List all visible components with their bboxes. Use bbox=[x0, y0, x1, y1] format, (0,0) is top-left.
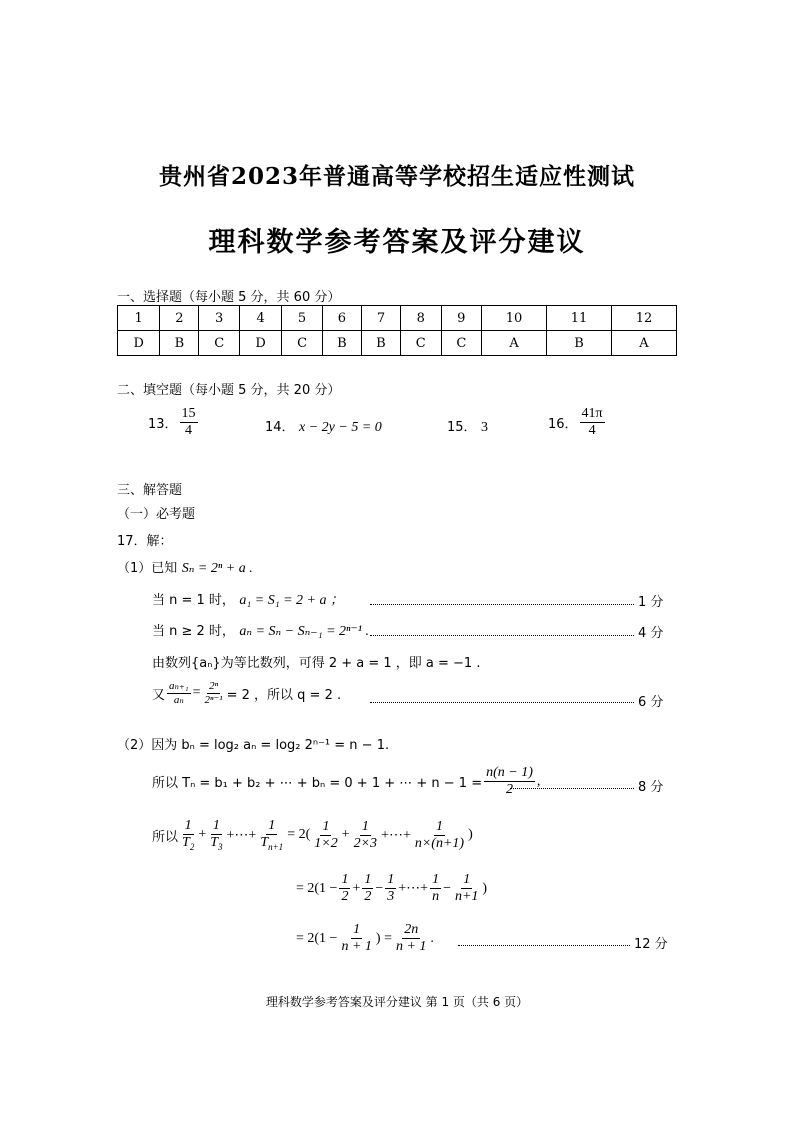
table-cell: C bbox=[282, 331, 323, 356]
table-cell: C bbox=[441, 331, 482, 356]
sum-frac-2: $\frac{1}{2\times 3}$ bbox=[353, 818, 378, 851]
score-5: 12 分 bbox=[634, 937, 668, 952]
ratio-prefix: 又 bbox=[152, 687, 166, 703]
part2-line bbox=[117, 734, 389, 753]
table-cell: 8 bbox=[401, 306, 442, 331]
table-cell: 9 bbox=[441, 306, 482, 331]
table-cell: 7 bbox=[361, 306, 400, 331]
q13-denominator: 4 bbox=[185, 423, 193, 439]
table-cell: 4 bbox=[239, 306, 281, 331]
tn-fraction bbox=[484, 765, 535, 798]
table-cell: C bbox=[401, 331, 442, 356]
line-n2-formula: aₙ = Sₙ − Sₙ₋₁ = 2ⁿ⁻¹ . bbox=[239, 624, 370, 639]
table-cell: D bbox=[239, 331, 281, 356]
line-n1 bbox=[152, 589, 344, 609]
sum-term-n: $\frac{1}{T_{n+1}}$ bbox=[260, 818, 284, 852]
q13-numerator: 15 bbox=[180, 406, 198, 423]
q17-label: 17．解： bbox=[117, 534, 173, 549]
ratio-fraction-1 bbox=[167, 680, 191, 706]
section3-heading: 三、解答题 bbox=[117, 483, 183, 498]
tn-tail: , bbox=[536, 773, 541, 789]
table-cell: B bbox=[547, 331, 612, 356]
sum-prefix: 所以 bbox=[152, 829, 179, 845]
q16-fraction bbox=[580, 406, 605, 439]
table-cell: 12 bbox=[611, 306, 676, 331]
sum-equals: = 2( bbox=[287, 827, 311, 843]
sum-term-1: $\frac{1}{T_2}$ bbox=[182, 818, 195, 852]
sum-term-2: $\frac{1}{T_3}$ bbox=[210, 818, 223, 852]
part1-label: （1）已知 bbox=[117, 561, 178, 576]
table-cell: C bbox=[199, 331, 240, 356]
q16-denominator: 4 bbox=[588, 423, 596, 439]
line-ratio bbox=[152, 680, 341, 706]
line-n2 bbox=[152, 620, 369, 640]
q13-fraction bbox=[180, 406, 198, 439]
line-geometric bbox=[152, 652, 480, 671]
page-footer: 理科数学参考答案及评分建议 第 1 页（共 6 页） bbox=[265, 995, 529, 1009]
part2-text: （2）因为 bₙ = log₂ aₙ = log₂ 2ⁿ⁻¹ = n − 1. bbox=[117, 738, 390, 753]
ratio-numerator-2: 2ⁿ bbox=[209, 680, 219, 692]
ratio-denominator-2: 2ⁿ⁻¹ bbox=[204, 693, 223, 706]
line-tn bbox=[152, 765, 540, 798]
dotted-leader bbox=[510, 788, 634, 789]
line-sum: 所以 $\frac{1}{T_2}$ + $\frac{1}{T_3}$ +⋯+ $\frac{1}{T_{n+1}}$ = 2( $\frac{1}{1\times 2}$ + $\frac{1}{2\times 3}$ +⋯+ $\frac{1}{n\times(n+1)}$ ) bbox=[152, 818, 473, 852]
tn-prefix: 所以 Tₙ = b₁ + b₂ + ⋯ + bₙ = 0 + 1 + ⋯ + n − 1 = bbox=[152, 776, 483, 792]
table-cell: 3 bbox=[199, 306, 240, 331]
section2-heading: 二、填空题（每小题 5 分，共 20 分） bbox=[117, 383, 341, 398]
page-title: 贵州省2023年普通高等学校招生适应性测试 bbox=[158, 163, 635, 190]
answer-15 bbox=[447, 416, 488, 436]
table-cell: B bbox=[160, 331, 199, 356]
q13-label: 13． bbox=[148, 417, 178, 433]
table-cell: D bbox=[118, 331, 160, 356]
dotted-leader bbox=[370, 635, 634, 636]
table-row-answers bbox=[118, 331, 677, 356]
score-4: 8 分 bbox=[638, 780, 664, 795]
table-cell: 2 bbox=[160, 306, 199, 331]
line-n1-formula: a₁ = S₁ = 2 + a ； bbox=[239, 593, 344, 608]
tn-denominator: 2 bbox=[506, 782, 513, 798]
answer-14 bbox=[265, 416, 382, 436]
sum-frac-n: $\frac{1}{n\times(n+1)}$ bbox=[414, 818, 465, 851]
table-cell: A bbox=[611, 331, 676, 356]
step3-tail: . bbox=[430, 930, 434, 946]
table-cell: B bbox=[361, 331, 400, 356]
ratio-numerator-1: aₙ₊₁ bbox=[169, 680, 189, 692]
step3-mid: ) = bbox=[375, 930, 392, 946]
section1-heading: 一、选择题（每小题 5 分，共 60 分） bbox=[117, 290, 341, 305]
answer-16 bbox=[548, 406, 607, 439]
score-1: 1 分 bbox=[638, 595, 664, 610]
tn-numerator: n(n − 1) bbox=[484, 765, 535, 782]
dotted-leader bbox=[370, 702, 634, 703]
table-cell: 11 bbox=[547, 306, 612, 331]
line-geometric-text: 由数列{aₙ}为等比数列，可得 2 + a = 1 ，即 a = −1 . bbox=[152, 656, 481, 671]
q15-label: 15． bbox=[447, 420, 477, 435]
table-cell: 1 bbox=[118, 306, 160, 331]
dotted-leader bbox=[458, 945, 630, 946]
line-n2-prefix: 当 n ≥ 2 时， bbox=[152, 624, 235, 639]
line-step2: = 2(1 − $\frac{1}{2}$ + $\frac{1}{2}$ − $\frac{1}{3}$ +⋯+ $\frac{1}{n}$ − $\frac{1}{n+1}$ ) bbox=[296, 872, 488, 905]
dotted-leader bbox=[370, 604, 634, 605]
ratio-equals: = bbox=[192, 685, 201, 701]
ratio-fraction-2 bbox=[203, 680, 225, 706]
table-cell: 10 bbox=[482, 306, 547, 331]
ratio-denominator-1: aₙ bbox=[173, 693, 184, 706]
table-cell: A bbox=[482, 331, 547, 356]
q14-answer: x − 2y − 5 = 0 bbox=[299, 420, 382, 435]
part1-given bbox=[117, 557, 253, 577]
table-cell: 5 bbox=[282, 306, 323, 331]
q14-label: 14． bbox=[265, 420, 295, 435]
part1-formula: Sₙ = 2ⁿ + a . bbox=[181, 561, 253, 576]
table-cell: 6 bbox=[322, 306, 361, 331]
answer-13 bbox=[148, 406, 200, 439]
q15-answer: 3 bbox=[481, 420, 488, 435]
table-row-numbers bbox=[118, 306, 677, 331]
line-n1-prefix: 当 n = 1 时， bbox=[152, 593, 235, 608]
line-step3 bbox=[296, 922, 434, 955]
page-subtitle: 理科数学参考答案及评分建议 bbox=[208, 227, 586, 258]
section3-subheading: （一）必考题 bbox=[117, 507, 196, 522]
step3-fraction-1: $\frac{1}{n + 1}$ bbox=[341, 922, 372, 955]
step3-fraction-2: $\frac{2n}{n + 1}$ bbox=[395, 922, 427, 955]
table-cell: B bbox=[322, 331, 361, 356]
q16-numerator: 41π bbox=[580, 406, 605, 423]
ratio-tail: = 2 ，所以 q = 2 . bbox=[226, 687, 342, 703]
q16-label: 16． bbox=[548, 417, 578, 433]
score-3: 6 分 bbox=[638, 695, 664, 710]
score-2: 4 分 bbox=[638, 626, 664, 641]
step3-prefix: = 2(1 − bbox=[296, 930, 338, 946]
sum-frac-1: $\frac{1}{1\times 2}$ bbox=[314, 818, 338, 851]
answer-table bbox=[117, 305, 677, 356]
